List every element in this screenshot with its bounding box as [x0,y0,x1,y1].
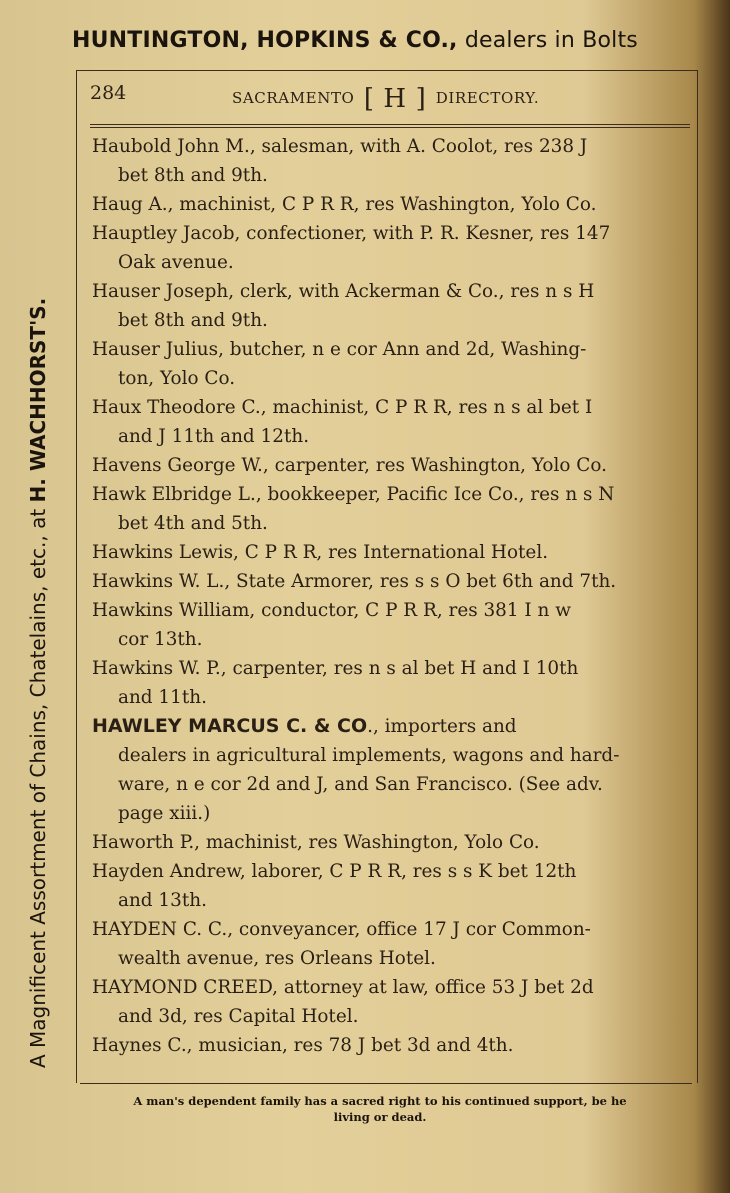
entry-text: ., importers and [367,716,517,737]
footer-line-2: living or dead. [333,1110,427,1124]
entry-continuation-line: ton, Yolo Co. [118,368,236,389]
directory-entry [92,219,684,277]
directory-entry [92,538,684,567]
entry-first-line: Hawkins William, conductor, C P R R, res 381 I n w [92,600,571,621]
entry-continuation-line: cor 13th. [118,629,203,650]
entry-first-line: Haug A., machinist, C P R R, res Washington, Yolo Co. [92,194,597,215]
entry-continuation-line: wealth avenue, res Orleans Hotel. [118,948,436,969]
entry-first-line: Haworth P., machinist, res Washington, Yolo Co. [92,832,540,853]
header-rule-double [90,127,690,128]
entry-first-line: Havens George W., carpenter, res Washington, Yolo Co. [92,455,607,476]
entry-first-line: Hawkins W. L., State Armorer, res s s O bet 6th and 7th. [92,571,617,592]
header-rule [90,124,690,125]
directory-entry [92,973,684,1031]
entry-first-line: Hauser Joseph, clerk, with Ackerman & Co., res n s H [92,281,595,302]
entry-first-line: Hauser Julius, butcher, n e cor Ann and 2d, Washing- [92,339,587,360]
entry-first-line [92,712,684,741]
header-left: SACRAMENTO [232,89,355,107]
header-letter: [ H ] [363,84,427,114]
directory-entry [92,451,684,480]
entry-continuation-line: and 13th. [118,890,207,911]
directory-entry [92,1031,684,1060]
directory-entry [92,132,684,190]
entry-first-line: HAYMOND CREED, attorney at law, office 53 J bet 2d [92,977,594,998]
entry-first-line: Haux Theodore C., machinist, C P R R, res n s al bet I [92,397,593,418]
entry-first-line: HAYDEN C. C., conveyancer, office 17 J cor Common- [92,919,591,940]
directory-entries [92,132,684,1060]
directory-entry [92,828,684,857]
entry-bold-name: HAWLEY MARCUS C. & CO [92,715,368,737]
entry-continuation-line: page xiii.) [118,803,211,824]
directory-entry [92,654,684,712]
entry-continuation-line: dealers in agricultural implements, wagons and hard- [118,745,620,766]
directory-entry [92,190,684,219]
footer-line-1: A man's dependent family has a sacred right to his continued support, be he [133,1094,627,1108]
side-ad-text: A Magnificent Assortment of Chains, Chatelains, etc., at [26,502,50,1068]
side-ad-bold: H. WACHHORST'S. [26,297,50,503]
entry-first-line: Hauptley Jacob, confectioner, with P. R. Kesner, res 147 [92,223,611,244]
header-right: DIRECTORY. [435,89,540,107]
footer-motto [70,1093,690,1125]
entry-continuation-line: and 11th. [118,687,207,708]
top-ad-bold: HUNTINGTON, HOPKINS & CO., [72,28,458,53]
directory-entry [92,393,684,451]
entry-first-line: Hawkins W. P., carpenter, res n s al bet H and I 10th [92,658,579,679]
page-number: 284 [90,82,127,104]
running-header [90,80,690,114]
directory-entry [92,857,684,915]
entry-first-line: Hayden Andrew, laborer, C P R R, res s s K bet 12th [92,861,577,882]
entry-continuation-line: and J 11th and 12th. [118,426,310,447]
directory-entry [92,712,684,828]
entry-first-line: Haynes C., musician, res 78 J bet 3d and 4th. [92,1035,514,1056]
entry-continuation-line: and 3d, res Capital Hotel. [118,1006,359,1027]
entry-first-line: Haubold John M., salesman, with A. Coolot, res 238 J [92,136,588,157]
side-advertisement [26,88,50,1068]
entry-continuation-line: ware, n e cor 2d and J, and San Francisco. (See adv. [118,774,603,795]
entry-first-line: Hawkins Lewis, C P R R, res International Hotel. [92,542,549,563]
footer-rule [80,1083,692,1084]
entry-continuation-line: Oak avenue. [118,252,234,273]
directory-entry [92,335,684,393]
top-advertisement [72,28,702,53]
directory-entry [92,277,684,335]
entry-first-line: Hawk Elbridge L., bookkeeper, Pacific Ice Co., res n s N [92,484,615,505]
directory-entry [92,480,684,538]
top-ad-tail: dealers in Bolts [457,28,638,53]
entry-continuation-line: bet 4th and 5th. [118,513,268,534]
directory-entry [92,596,684,654]
header-title [232,84,539,114]
entry-continuation-line: bet 8th and 9th. [118,310,268,331]
directory-entry [92,567,684,596]
directory-entry [92,915,684,973]
entry-continuation-line: bet 8th and 9th. [118,165,268,186]
